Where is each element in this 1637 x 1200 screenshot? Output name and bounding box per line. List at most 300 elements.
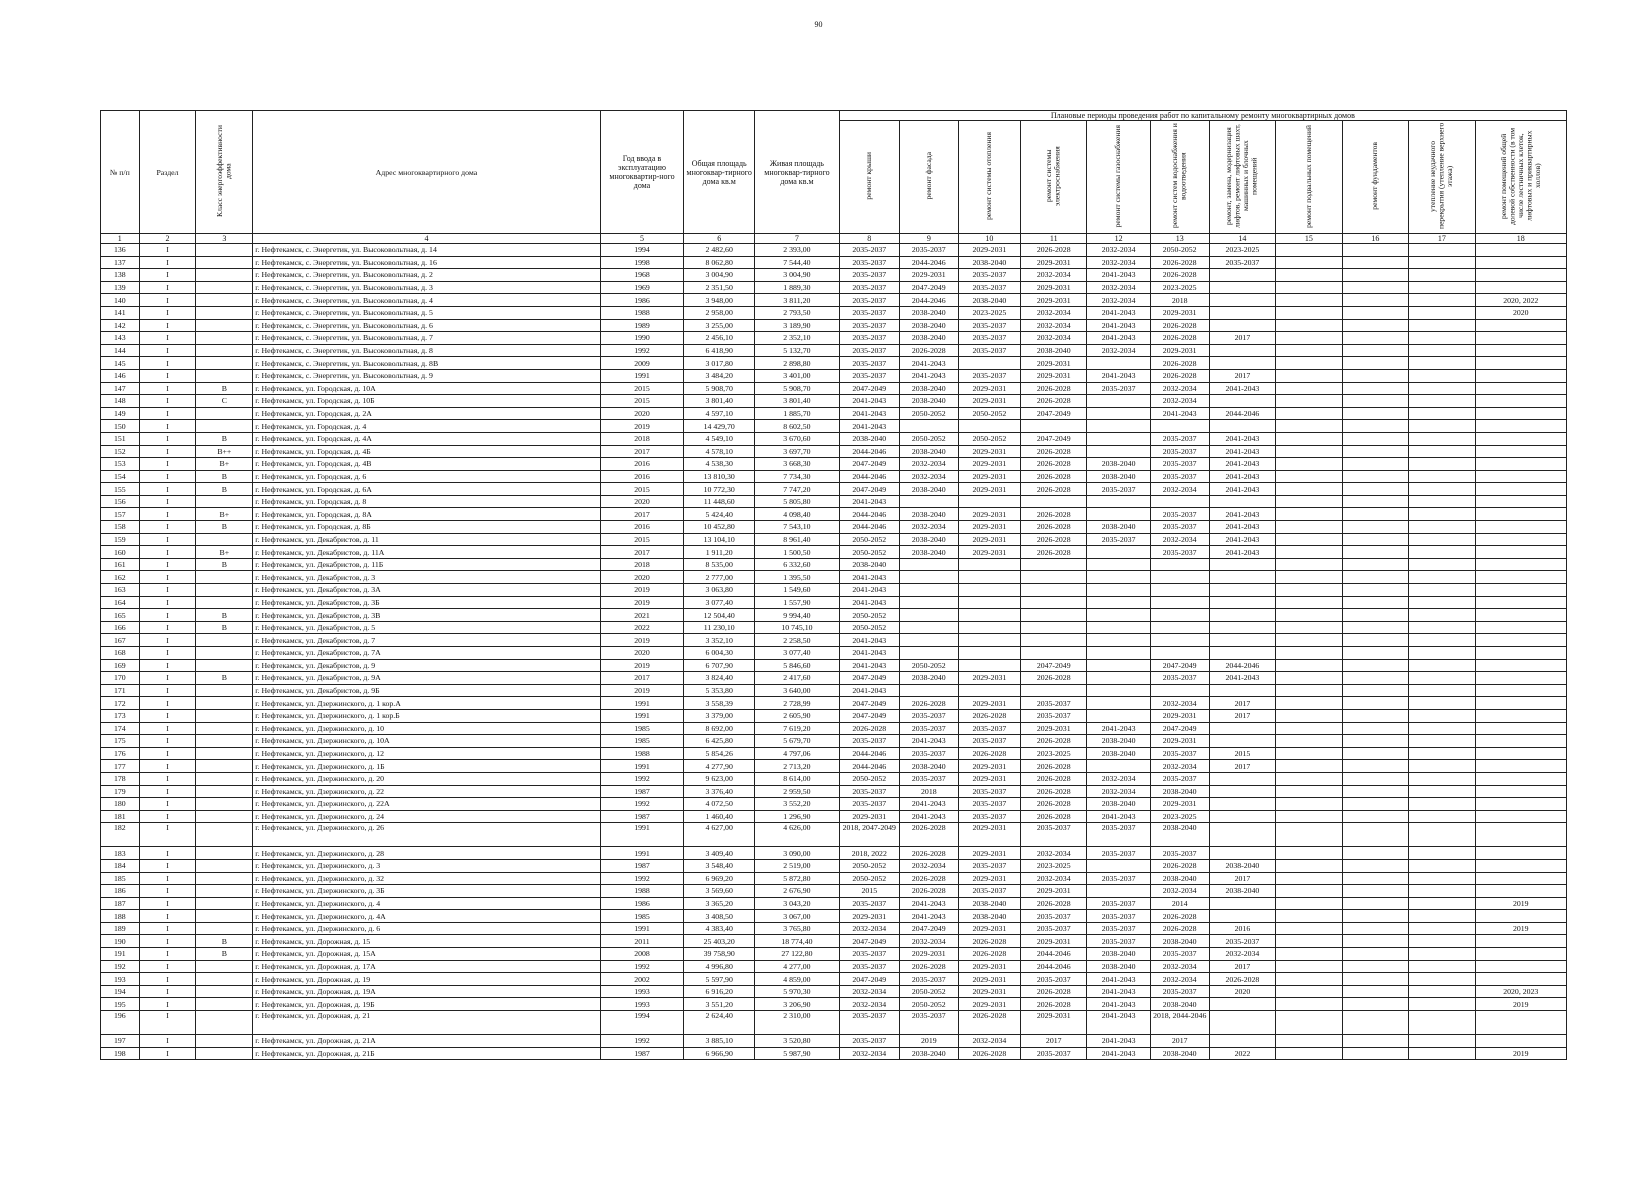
cell-facade: 2018 (899, 785, 958, 798)
cell-living-area: 10 745,10 (755, 621, 840, 634)
cell-water: 2026-2028 (1150, 859, 1209, 872)
cell-foundation (1342, 332, 1408, 345)
header-work-facade: ремонт фасада (899, 121, 958, 234)
cell-energy-class: B (196, 935, 253, 948)
table-row (101, 244, 1567, 257)
cell-section: I (139, 935, 196, 948)
cell-elevators: 2023-2025 (1209, 244, 1275, 257)
cell-year: 2016 (600, 458, 684, 471)
cell-electric: 2023-2025 (1020, 859, 1086, 872)
cell-total-area: 4 277,90 (684, 760, 755, 773)
cell-basement (1276, 859, 1342, 872)
cell-address: г. Нефтекамск, ул. Декабристов, д. 11Б (253, 558, 600, 571)
table-row (101, 445, 1567, 458)
cell-insulation (1409, 697, 1475, 710)
cell-energy-class (196, 747, 253, 760)
cell-number: 155 (101, 483, 140, 496)
col-num: 12 (1087, 234, 1150, 244)
cell-section: I (139, 1047, 196, 1060)
table-row (101, 508, 1567, 521)
cell-energy-class (196, 332, 253, 345)
cell-roof: 2035-2037 (839, 897, 899, 910)
cell-electric: 2026-2028 (1020, 897, 1086, 910)
cell-address: г. Нефтекамск, ул. Дорожная, д. 19Б (253, 998, 600, 1011)
cell-total-area: 3 885,10 (684, 1035, 755, 1048)
cell-year: 1991 (600, 760, 684, 773)
cell-basement (1276, 306, 1342, 319)
cell-address: г. Нефтекамск, ул. Городская, д. 6А (253, 483, 600, 496)
cell-foundation (1342, 998, 1408, 1011)
cell-year: 1994 (600, 1011, 684, 1035)
cell-foundation (1342, 445, 1408, 458)
cell-insulation (1409, 369, 1475, 382)
cell-electric: 2038-2040 (1020, 344, 1086, 357)
cell-basement (1276, 785, 1342, 798)
cell-heating: 2029-2031 (958, 672, 1020, 685)
cell-year: 2015 (600, 395, 684, 408)
cell-total-area: 3 063,80 (684, 584, 755, 597)
cell-address: г. Нефтекамск, ул. Декабристов, д. 5 (253, 621, 600, 634)
cell-living-area: 1 549,60 (755, 584, 840, 597)
cell-heating (958, 420, 1020, 433)
cell-section: I (139, 495, 196, 508)
cell-gas: 2041-2043 (1087, 332, 1150, 345)
cell-roof: 2041-2043 (839, 684, 899, 697)
cell-electric: 2026-2028 (1020, 546, 1086, 559)
cell-section: I (139, 395, 196, 408)
cell-facade: 2035-2037 (899, 1011, 958, 1035)
cell-elevators: 2038-2040 (1209, 885, 1275, 898)
cell-facade: 2035-2037 (899, 709, 958, 722)
cell-section: I (139, 369, 196, 382)
cell-electric: 2026-2028 (1020, 382, 1086, 395)
cell-elevators (1209, 319, 1275, 332)
cell-elevators: 2041-2043 (1209, 546, 1275, 559)
cell-energy-class (196, 922, 253, 935)
cell-foundation (1342, 672, 1408, 685)
cell-year: 1992 (600, 798, 684, 811)
cell-elevators (1209, 420, 1275, 433)
cell-roof: 2035-2037 (839, 960, 899, 973)
cell-insulation (1409, 584, 1475, 597)
table-row (101, 357, 1567, 370)
cell-energy-class: B (196, 672, 253, 685)
cell-roof: 2050-2052 (839, 859, 899, 872)
cell-address: г. Нефтекамск, ул. Декабристов, д. 9 (253, 659, 600, 672)
cell-energy-class: B (196, 621, 253, 634)
cell-insulation (1409, 596, 1475, 609)
cell-address: г. Нефтекамск, ул. Декабристов, д. 3Б (253, 596, 600, 609)
cell-number: 183 (101, 847, 140, 860)
cell-gas (1087, 357, 1150, 370)
cell-year: 1992 (600, 960, 684, 973)
cell-foundation (1342, 281, 1408, 294)
cell-year: 1985 (600, 722, 684, 735)
cell-facade: 2032-2034 (899, 470, 958, 483)
cell-living-area: 3 801,40 (755, 395, 840, 408)
cell-total-area: 3 255,00 (684, 319, 755, 332)
cell-basement (1276, 872, 1342, 885)
cell-section: I (139, 546, 196, 559)
cell-living-area: 5 970,30 (755, 985, 840, 998)
table-row (101, 344, 1567, 357)
cell-living-area: 4 277,00 (755, 960, 840, 973)
cell-elevators: 2041-2043 (1209, 382, 1275, 395)
cell-section: I (139, 960, 196, 973)
cell-total-area: 4 538,30 (684, 458, 755, 471)
cell-gas: 2041-2043 (1087, 722, 1150, 735)
cell-gas: 2032-2034 (1087, 294, 1150, 307)
cell-insulation (1409, 495, 1475, 508)
cell-section: I (139, 571, 196, 584)
cell-heating: 2035-2037 (958, 332, 1020, 345)
cell-facade: 2035-2037 (899, 747, 958, 760)
cell-heating (958, 571, 1020, 584)
cell-roof: 2041-2043 (839, 420, 899, 433)
cell-common-areas: 2019 (1475, 1047, 1566, 1060)
cell-elevators: 2017 (1209, 697, 1275, 710)
table-row (101, 985, 1567, 998)
cell-number: 152 (101, 445, 140, 458)
cell-section: I (139, 985, 196, 998)
cell-energy-class (196, 973, 253, 986)
cell-common-areas (1475, 407, 1566, 420)
cell-total-area: 5 353,80 (684, 684, 755, 697)
cell-roof: 2035-2037 (839, 319, 899, 332)
cell-heating (958, 584, 1020, 597)
cell-water: 2032-2034 (1150, 533, 1209, 546)
cell-section: I (139, 306, 196, 319)
cell-energy-class (196, 294, 253, 307)
cell-total-area: 12 504,40 (684, 609, 755, 622)
cell-section: I (139, 609, 196, 622)
cell-address: г. Нефтекамск, с. Энергетик, ул. Высоковольтная, д. 3 (253, 281, 600, 294)
cell-electric: 2047-2049 (1020, 407, 1086, 420)
cell-energy-class (196, 960, 253, 973)
cell-water (1150, 634, 1209, 647)
cell-facade (899, 571, 958, 584)
table-row (101, 885, 1567, 898)
table-row (101, 1035, 1567, 1048)
cell-basement (1276, 558, 1342, 571)
cell-section: I (139, 772, 196, 785)
cell-electric: 2029-2031 (1020, 935, 1086, 948)
cell-elevators (1209, 897, 1275, 910)
cell-common-areas (1475, 973, 1566, 986)
cell-year: 1987 (600, 859, 684, 872)
cell-elevators: 2041-2043 (1209, 521, 1275, 534)
cell-year: 2015 (600, 483, 684, 496)
cell-number: 189 (101, 922, 140, 935)
cell-common-areas (1475, 369, 1566, 382)
cell-elevators (1209, 281, 1275, 294)
cell-electric (1020, 558, 1086, 571)
cell-address: г. Нефтекамск, ул. Дзержинского, д. 22 (253, 785, 600, 798)
cell-year: 2020 (600, 647, 684, 660)
cell-elevators: 2020 (1209, 985, 1275, 998)
cell-insulation (1409, 672, 1475, 685)
cell-common-areas (1475, 885, 1566, 898)
cell-gas: 2041-2043 (1087, 985, 1150, 998)
cell-water: 2026-2028 (1150, 910, 1209, 923)
header-total-area: Общая площадь многоквар-тирного дома кв.м (684, 111, 755, 234)
cell-gas: 2041-2043 (1087, 269, 1150, 282)
cell-insulation (1409, 935, 1475, 948)
cell-water: 2035-2037 (1150, 546, 1209, 559)
cell-insulation (1409, 948, 1475, 961)
cell-energy-class (196, 709, 253, 722)
cell-section: I (139, 281, 196, 294)
cell-facade: 2038-2040 (899, 533, 958, 546)
cell-water: 2026-2028 (1150, 332, 1209, 345)
cell-energy-class (196, 872, 253, 885)
cell-year: 1991 (600, 369, 684, 382)
cell-heating (958, 609, 1020, 622)
cell-gas: 2038-2040 (1087, 747, 1150, 760)
cell-address: г. Нефтекамск, ул. Городская, д. 8 (253, 495, 600, 508)
cell-insulation (1409, 382, 1475, 395)
cell-water: 2041-2043 (1150, 407, 1209, 420)
cell-address: г. Нефтекамск, ул. Дзержинского, д. 1 кор.А (253, 697, 600, 710)
cell-heating: 2029-2031 (958, 445, 1020, 458)
cell-energy-class (196, 244, 253, 257)
cell-address: г. Нефтекамск, ул. Городская, д. 4А (253, 432, 600, 445)
cell-electric: 2026-2028 (1020, 508, 1086, 521)
cell-insulation (1409, 798, 1475, 811)
cell-insulation (1409, 910, 1475, 923)
cell-roof: 2041-2043 (839, 395, 899, 408)
cell-section: I (139, 621, 196, 634)
cell-insulation (1409, 294, 1475, 307)
cell-number: 143 (101, 332, 140, 345)
cell-electric: 2035-2037 (1020, 697, 1086, 710)
cell-roof: 2050-2052 (839, 533, 899, 546)
cell-common-areas: 2019 (1475, 897, 1566, 910)
header-work-elevators: ремонт, замена, модернизация лифтов, ремонт лифтовых шахт, машинных и блочных помещений (1209, 121, 1275, 234)
cell-energy-class: B (196, 470, 253, 483)
cell-common-areas (1475, 859, 1566, 872)
cell-roof: 2044-2046 (839, 760, 899, 773)
cell-electric: 2026-2028 (1020, 798, 1086, 811)
cell-foundation (1342, 344, 1408, 357)
cell-number: 170 (101, 672, 140, 685)
cell-roof: 2041-2043 (839, 647, 899, 660)
cell-facade: 2041-2043 (899, 798, 958, 811)
cell-water: 2047-2049 (1150, 722, 1209, 735)
cell-energy-class (196, 798, 253, 811)
cell-living-area: 7 747,20 (755, 483, 840, 496)
cell-heating: 2029-2031 (958, 960, 1020, 973)
cell-facade: 2019 (899, 1035, 958, 1048)
cell-common-areas (1475, 382, 1566, 395)
cell-number: 169 (101, 659, 140, 672)
cell-address: г. Нефтекамск, ул. Дзержинского, д. 32 (253, 872, 600, 885)
cell-electric (1020, 609, 1086, 622)
cell-foundation (1342, 735, 1408, 748)
cell-number: 193 (101, 973, 140, 986)
cell-section: I (139, 344, 196, 357)
cell-elevators (1209, 495, 1275, 508)
cell-electric: 2023-2025 (1020, 747, 1086, 760)
table-row (101, 659, 1567, 672)
cell-electric: 2026-2028 (1020, 483, 1086, 496)
cell-roof: 2035-2037 (839, 269, 899, 282)
cell-foundation (1342, 521, 1408, 534)
cell-insulation (1409, 244, 1475, 257)
cell-common-areas (1475, 910, 1566, 923)
cell-heating: 2035-2037 (958, 281, 1020, 294)
cell-elevators: 2044-2046 (1209, 407, 1275, 420)
cell-heating: 2029-2031 (958, 395, 1020, 408)
cell-facade: 2041-2043 (899, 357, 958, 370)
cell-heating: 2035-2037 (958, 344, 1020, 357)
cell-number: 180 (101, 798, 140, 811)
cell-facade: 2038-2040 (899, 546, 958, 559)
cell-energy-class (196, 760, 253, 773)
cell-common-areas (1475, 798, 1566, 811)
cell-electric: 2026-2028 (1020, 810, 1086, 823)
cell-basement (1276, 407, 1342, 420)
cell-water: 2029-2031 (1150, 344, 1209, 357)
cell-energy-class (196, 1035, 253, 1048)
cell-section: I (139, 1035, 196, 1048)
cell-address: г. Нефтекамск, ул. Городская, д. 4В (253, 458, 600, 471)
cell-facade: 2047-2049 (899, 922, 958, 935)
cell-year: 2022 (600, 621, 684, 634)
cell-number: 175 (101, 735, 140, 748)
cell-roof: 2035-2037 (839, 735, 899, 748)
cell-total-area: 2 777,00 (684, 571, 755, 584)
cell-total-area: 3 484,20 (684, 369, 755, 382)
cell-insulation (1409, 395, 1475, 408)
table-row (101, 558, 1567, 571)
table-row (101, 672, 1567, 685)
cell-water: 2038-2040 (1150, 872, 1209, 885)
cell-facade: 2038-2040 (899, 445, 958, 458)
cell-insulation (1409, 684, 1475, 697)
col-num: 6 (684, 234, 755, 244)
table-row (101, 785, 1567, 798)
cell-living-area: 3 004,90 (755, 269, 840, 282)
cell-total-area: 3 409,40 (684, 847, 755, 860)
cell-elevators: 2017 (1209, 872, 1275, 885)
cell-gas: 2032-2034 (1087, 256, 1150, 269)
cell-living-area: 4 626,00 (755, 823, 840, 847)
cell-section: I (139, 684, 196, 697)
cell-facade: 2041-2043 (899, 369, 958, 382)
table-row (101, 798, 1567, 811)
cell-heating: 2035-2037 (958, 810, 1020, 823)
cell-living-area: 6 332,60 (755, 558, 840, 571)
cell-address: г. Нефтекамск, ул. Дорожная, д. 15А (253, 948, 600, 961)
cell-water: 2035-2037 (1150, 432, 1209, 445)
cell-year: 2018 (600, 432, 684, 445)
cell-common-areas (1475, 445, 1566, 458)
cell-common-areas (1475, 684, 1566, 697)
cell-heating (958, 596, 1020, 609)
cell-water: 2029-2031 (1150, 709, 1209, 722)
header-work-gas: ремонт системы газоснабжения (1087, 121, 1150, 234)
cell-roof: 2047-2049 (839, 697, 899, 710)
cell-gas: 2038-2040 (1087, 798, 1150, 811)
cell-living-area: 3 811,20 (755, 294, 840, 307)
cell-year: 2008 (600, 948, 684, 961)
cell-elevators (1209, 306, 1275, 319)
cell-insulation (1409, 885, 1475, 898)
cell-foundation (1342, 847, 1408, 860)
cell-facade: 2038-2040 (899, 332, 958, 345)
cell-gas: 2038-2040 (1087, 521, 1150, 534)
cell-total-area: 2 624,40 (684, 1011, 755, 1035)
cell-common-areas (1475, 332, 1566, 345)
cell-foundation (1342, 960, 1408, 973)
cell-total-area: 3 004,90 (684, 269, 755, 282)
cell-total-area: 8 535,00 (684, 558, 755, 571)
cell-common-areas (1475, 495, 1566, 508)
cell-address: г. Нефтекамск, ул. Дзержинского, д. 3 (253, 859, 600, 872)
cell-electric: 2026-2028 (1020, 533, 1086, 546)
cell-total-area: 13 810,30 (684, 470, 755, 483)
cell-basement (1276, 571, 1342, 584)
cell-heating: 2026-2028 (958, 948, 1020, 961)
header-work-electric: ремонт системы электроснабжения (1020, 121, 1086, 234)
cell-heating: 2035-2037 (958, 735, 1020, 748)
cell-living-area: 3 206,90 (755, 998, 840, 1011)
cell-number: 181 (101, 810, 140, 823)
cell-total-area: 5 424,40 (684, 508, 755, 521)
cell-year: 2017 (600, 672, 684, 685)
cell-energy-class (196, 1011, 253, 1035)
cell-address: г. Нефтекамск, с. Энергетик, ул. Высоковольтная, д. 8 (253, 344, 600, 357)
cell-basement (1276, 659, 1342, 672)
cell-section: I (139, 859, 196, 872)
cell-water: 2035-2037 (1150, 747, 1209, 760)
cell-elevators (1209, 1035, 1275, 1048)
cell-heating: 2026-2028 (958, 935, 1020, 948)
table-row (101, 948, 1567, 961)
col-num: 1 (101, 234, 140, 244)
cell-number: 178 (101, 772, 140, 785)
cell-energy-class: B (196, 948, 253, 961)
cell-basement (1276, 495, 1342, 508)
cell-water: 2038-2040 (1150, 998, 1209, 1011)
cell-gas (1087, 672, 1150, 685)
cell-address: г. Нефтекамск, ул. Дзержинского, д. 1Б (253, 760, 600, 773)
cell-facade: 2026-2028 (899, 960, 958, 973)
col-num: 4 (253, 234, 600, 244)
cell-year: 1994 (600, 244, 684, 257)
cell-foundation (1342, 1047, 1408, 1060)
cell-heating: 2029-2031 (958, 521, 1020, 534)
cell-elevators: 2017 (1209, 960, 1275, 973)
cell-energy-class (196, 847, 253, 860)
cell-insulation (1409, 256, 1475, 269)
table-row (101, 735, 1567, 748)
cell-electric: 2035-2037 (1020, 922, 1086, 935)
cell-number: 171 (101, 684, 140, 697)
cell-elevators (1209, 269, 1275, 282)
cell-insulation (1409, 357, 1475, 370)
header-no: № п/п (101, 111, 140, 234)
cell-number: 149 (101, 407, 140, 420)
cell-section: I (139, 747, 196, 760)
table-row (101, 495, 1567, 508)
cell-gas: 2041-2043 (1087, 973, 1150, 986)
cell-electric: 2029-2031 (1020, 294, 1086, 307)
cell-facade: 2035-2037 (899, 772, 958, 785)
cell-electric: 2047-2049 (1020, 432, 1086, 445)
cell-heating: 2029-2031 (958, 823, 1020, 847)
